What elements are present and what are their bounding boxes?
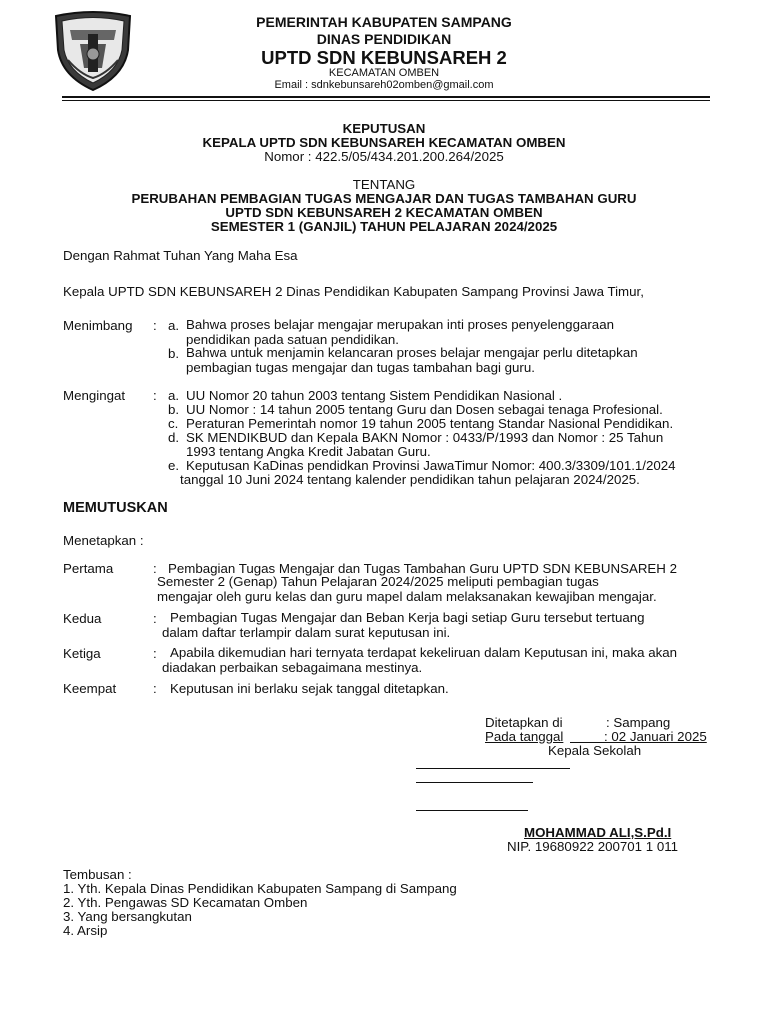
header-department: DINAS PENDIDIKAN (316, 31, 452, 47)
header-divider-thin (62, 100, 710, 101)
mengingat-marker-b: b. (168, 402, 180, 417)
mengingat-marker-e: e. (168, 458, 180, 473)
doc-subject-3: SEMESTER 1 (GANJIL) TAHUN PELAJARAN 2024/2025 (210, 219, 558, 234)
mengingat-item-b: UU Nomor : 14 tahun 2005 tentang Guru dan Dosen sebagai tenaga Profesional. (186, 402, 663, 417)
tembusan-title: Tembusan : (63, 867, 132, 882)
signer-nip: NIP. 19680922 200701 1 011 (507, 839, 679, 854)
tembusan-item: 2. Yth. Pengawas SD Kecamatan Omben (63, 895, 308, 910)
mengingat-item-a: UU Nomor 20 tahun 2003 tentang Sistem Pendidikan Nasional . (186, 388, 563, 403)
decision-label-pertama: Pertama (63, 561, 114, 576)
signature-line-2 (416, 782, 533, 783)
mengingat-item-d-line1: SK MENDIKBUD dan Kepala BAKN Nomor : 0433/P/1993 dan Nomor : 25 Tahun (186, 430, 664, 445)
tanggal-label: Pada tanggal (485, 729, 564, 744)
opening-line: Dengan Rahmat Tuhan Yang Maha Esa (63, 248, 298, 263)
header-email: Email : sdnkebunsareh02omben@gmail.com (274, 79, 494, 91)
decision-pertama-line3: mengajar oleh guru kelas dan guru mapel dalam melaksanakan kewajiban mengajar. (157, 589, 657, 604)
preamble-line: Kepala UPTD SDN KEBUNSAREH 2 Dinas Pendidikan Kabupaten Sampang Provinsi Jawa Timur, (63, 284, 644, 299)
menimbang-item-b-line1: Bahwa untuk menjamin kelancaran proses belajar mengajar perlu ditetapkan (186, 345, 638, 360)
decision-ketiga-line2: diadakan perbaikan sebagaimana mestinya. (162, 660, 423, 675)
decision-colon-ketiga: : (153, 646, 157, 661)
menimbang-item-a-line2: pendidikan pada satuan pendidikan. (186, 332, 399, 347)
signer-name: MOHAMMAD ALI,S.Pd.I (524, 825, 672, 840)
doc-tentang: TENTANG (352, 177, 416, 192)
decision-colon-pertama: : (153, 561, 157, 576)
mengingat-marker-a: a. (168, 388, 180, 403)
menimbang-item-a-line1: Bahwa proses belajar mengajar merupakan inti proses penyelenggaraan (186, 317, 614, 332)
doc-issuer: KEPALA UPTD SDN KEBUNSAREH KECAMATAN OMBEN (202, 135, 566, 150)
decision-kedua-line2: dalam daftar terlampir dalam surat keputusan ini. (162, 625, 451, 640)
mengingat-item-d-line2: 1993 tentang Angka Kredit Jabatan Guru. (186, 444, 431, 459)
decision-colon-keempat: : (153, 681, 157, 696)
decision-pertama-line2: Semester 2 (Genap) Tahun Pelajaran 2024/2025 meliputi pembagian tugas (157, 574, 599, 589)
menimbang-colon: : (153, 318, 157, 333)
decision-ketiga-line1: Apabila dikemudian hari ternyata terdapat kekeliruan dalam Keputusan ini, maka akan (170, 645, 678, 660)
tembusan-item: 1. Yth. Kepala Dinas Pendidikan Kabupaten Sampang di Sampang (63, 881, 457, 896)
doc-subject-1: PERUBAHAN PEMBAGIAN TUGAS MENGAJAR DAN TUGAS TAMBAHAN GURU (131, 191, 637, 206)
menetapkan-label: Menetapkan : (63, 533, 144, 548)
header-government: PEMERINTAH KABUPATEN SAMPANG (256, 14, 512, 30)
tembusan-item: 3. Yang bersangkutan (63, 909, 192, 924)
decision-colon-kedua: : (153, 611, 157, 626)
ditetapkan-value: : Sampang (606, 715, 671, 730)
signature-line-3 (416, 810, 528, 811)
mengingat-colon: : (153, 388, 157, 403)
signature-line-1 (416, 768, 570, 769)
signer-role: Kepala Sekolah (548, 743, 642, 758)
doc-type: KEPUTUSAN (342, 121, 426, 136)
decision-label-ketiga: Ketiga (63, 646, 101, 661)
tanggal-value: : 02 Januari 2025 (604, 729, 707, 744)
decision-pertama-line1: Pembagian Tugas Mengajar dan Tugas Tambahan Guru UPTD SDN KEBUNSAREH 2 (168, 561, 677, 576)
mengingat-marker-c: c. (168, 416, 179, 431)
decision-label-kedua: Kedua (63, 611, 102, 626)
menimbang-marker-b: b. (168, 346, 180, 361)
header-divider (62, 96, 710, 98)
memutuskan-heading: MEMUTUSKAN (63, 500, 168, 516)
menimbang-label: Menimbang (63, 318, 133, 333)
decision-label-keempat: Keempat (63, 681, 117, 696)
ditetapkan-label: Ditetapkan di (485, 715, 563, 730)
mengingat-item-e-line1: Keputusan KaDinas pendidkan Provinsi JawaTimur Nomor: 400.3/3309/101.1/2024 (186, 458, 676, 473)
mengingat-marker-d: d. (168, 430, 180, 445)
header-district: KECAMATAN OMBEN (328, 67, 440, 79)
tembusan-item: 4. Arsip (63, 923, 108, 938)
doc-subject-2: UPTD SDN KEBUNSAREH 2 KECAMATAN OMBEN (225, 205, 543, 220)
menimbang-item-b-line2: pembagian tugas mengajar dan tugas tambahan bagi guru. (186, 360, 535, 375)
mengingat-item-e-line2: tanggal 10 Juni 2024 tentang kalender pendidikan tahun pelajaran 2024/2025. (180, 472, 640, 487)
mengingat-item-c: Peraturan Pemerintah nomor 19 tahun 2005 tentang Standar Nasional Pendidikan. (186, 416, 674, 431)
doc-number: Nomor : 422.5/05/434.201.200.264/2025 (264, 149, 504, 164)
decision-keempat-line1: Keputusan ini berlaku sejak tanggal ditetapkan. (170, 681, 449, 696)
decision-kedua-line1: Pembagian Tugas Mengajar dan Beban Kerja bagi setiap Guru tersebut tertuang (170, 610, 645, 625)
mengingat-label: Mengingat (63, 388, 126, 403)
menimbang-marker-a: a. (168, 318, 180, 333)
header-school: UPTD SDN KEBUNSAREH 2 (261, 47, 507, 68)
